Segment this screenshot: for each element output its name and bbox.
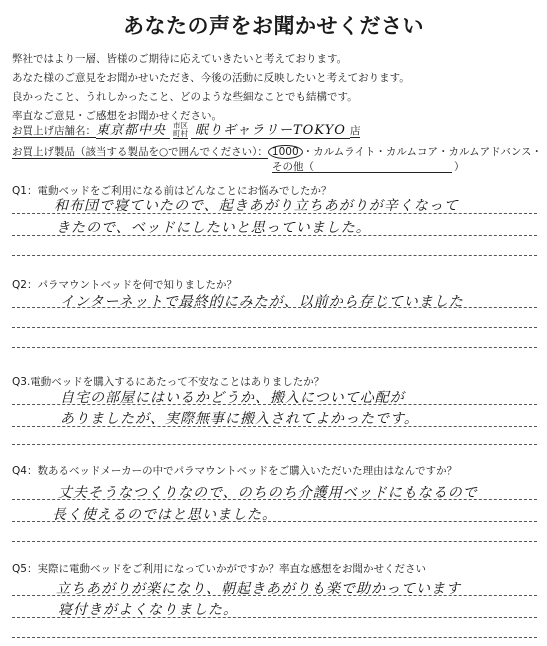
answer-rule: [12, 617, 537, 618]
town-label: 町: [173, 129, 181, 138]
ku-label: 区: [180, 121, 189, 130]
intro-line: 弊社ではより一層、皆様のご期待に応えていきたいと考えております。: [12, 53, 348, 65]
answer-rule: [12, 213, 537, 214]
product-label: お買上げ製品（該当する製品を○で囲んでください）：: [12, 146, 268, 158]
product-other-field: [272, 159, 465, 174]
store-label: お買上げ店舗名：: [12, 125, 96, 137]
city-ward-label: 市: [173, 121, 181, 130]
question-label: Q4：数あるベッドメーカーの中でパラマウントベッドをご購入いただいた理由はなんですか？: [12, 465, 458, 477]
intro-line: 良かったこと、うれしかったこと、どのような些細なことでも結構です。: [12, 91, 358, 103]
question-block-4: [12, 463, 537, 543]
question-label: Q3.電動ベッドを購入するにあたって不安なことはありましたか？: [12, 376, 325, 388]
answer-rule: [12, 595, 537, 596]
product-options: ・カルムライト・カルムコア・カルムアドバンス・: [302, 146, 543, 158]
intro-line: 率直なご意見・ご感想をお聞かせください。: [12, 110, 222, 122]
question-label: Q1：電動ベッドをご利用になる前はどんなことにお悩みでしたか？: [12, 185, 332, 197]
answer-rule: [12, 444, 537, 445]
answer-line: インターネットで最終的にみたが、以前から存じていました: [60, 294, 464, 310]
answer-rule: [12, 255, 537, 256]
question-block-3: [12, 374, 537, 444]
answer-rule: [12, 426, 537, 427]
answer-line: 立ちあがりが楽になり、朝起きあがりも楽で助かっています: [56, 581, 461, 597]
answer-rule: [12, 327, 537, 328]
answer-line: 和布団で寝ていたので、起きあがり立ちあがりが辛くなって: [54, 198, 459, 214]
answer-rule: [12, 521, 537, 522]
question-block-2: [12, 277, 537, 347]
product-field: [12, 144, 542, 159]
answer-rule: [12, 347, 537, 348]
answer-line: 丈夫そうなつくりなので、のちのち介護用ベッドにもなるので: [58, 485, 478, 501]
intro-line: あなた様のご意見をお聞かせいただき、今後の活動に反映したいと考えております。: [12, 72, 410, 84]
question-block-1: [12, 183, 537, 263]
answer-line: 自宅の部屋にはいるかどうか、搬入について心配が: [60, 390, 405, 406]
store-suffix: 店: [349, 125, 361, 137]
answer-rule: [12, 307, 537, 308]
answer-rule: [12, 637, 537, 638]
page-title: あなたの声をお聞かせください: [123, 14, 424, 38]
answer-rule: [12, 499, 537, 500]
product-selected-1000: 1000: [268, 145, 303, 159]
store-field: [12, 119, 360, 139]
question-block-5: [12, 561, 537, 643]
municipality-type-labels: [173, 122, 188, 139]
answer-rule: [12, 235, 537, 236]
village-label: 村: [180, 129, 189, 138]
answer-rule: [12, 541, 537, 542]
store-name-value: 眠りギャラリーTOKYO: [191, 123, 350, 139]
answer-line: きたので、ベッドにしたいと思っていました。: [56, 220, 371, 236]
answer-line: ありましたが、実際無事に搬入されてよかったです。: [60, 411, 419, 427]
answer-line: 寝付きがよくなりました。: [58, 602, 238, 618]
intro-text: [12, 50, 410, 126]
product-other-label: その他（: [272, 161, 314, 173]
answer-line: 長く使えるのではと思いました。: [52, 507, 277, 523]
question-label: Q2：パラマウントベッドを何で知りましたか？: [12, 279, 237, 291]
store-prefecture-value: 東京都中央: [96, 123, 170, 139]
answer-rule: [12, 404, 537, 405]
question-label: Q5：実際に電動ベッドをご利用になっていかがですか？率直な感想をお聞かせください: [12, 563, 426, 575]
product-other-close: ）: [454, 161, 465, 173]
